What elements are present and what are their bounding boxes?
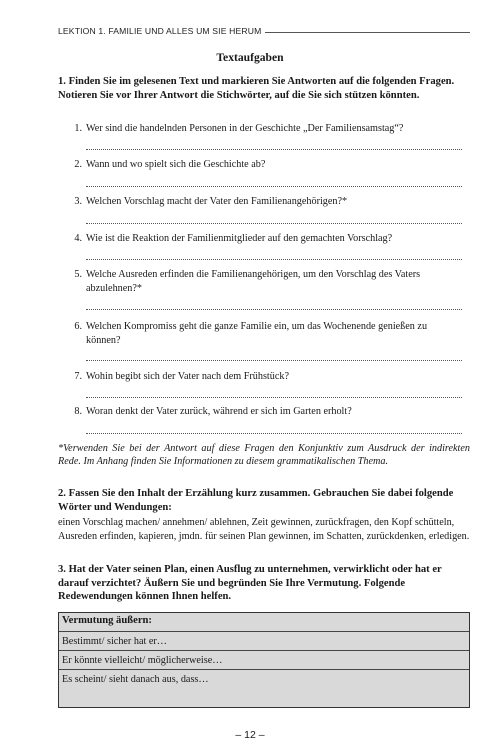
question-number: 4.	[74, 233, 82, 244]
question-number: 8.	[74, 406, 82, 417]
footnote: *Verwenden Sie bei der Antwort auf diese Fragen den Konjunktiv zum Ausdruck der indirekten Rede. Im Anhang finden Sie Informationen zu diesem grammatikalischen Thema.	[58, 443, 470, 467]
answer-line[interactable]	[86, 397, 462, 398]
question-text: Wer sind die handelnden Personen in der Geschichte „Der Familiensamstag“?	[86, 123, 404, 134]
answer-line[interactable]	[86, 433, 462, 434]
question-number: 1.	[74, 123, 82, 134]
question-text: Wie ist die Reaktion der Familienmitglieder auf den gemachten Vorschlag?	[86, 233, 393, 244]
answer-line[interactable]	[86, 309, 462, 310]
task-2-instruction: 2. Fassen Sie den Inhalt der Erzählung kurz zusammen. Gebrauchen Sie dabei folgende Wörter und Wendungen:	[58, 488, 454, 513]
page-number: – 12 –	[235, 729, 265, 741]
question-number: 7.	[74, 371, 82, 382]
task-2-word-list: einen Vorschlag machen/ annehmen/ ablehnen, Zeit gewinnen, zurückfragen, den Kopf schütteln, Ausreden erfinden, kapieren, jmdn. für seinen Plan gewinnen, im Schatten, zurückdenken, erledigen.	[58, 517, 470, 542]
phrase-row: Er könnte vielleicht/ möglicherweise…	[59, 650, 469, 670]
phrase-row: Es scheint/ sieht danach aus, dass…	[59, 669, 469, 689]
question-number: 5.	[74, 269, 82, 280]
question-text: Welche Ausreden erfinden die Familienangehörigen, um den Vorschlag des Vaters abzulehnen?*	[86, 269, 421, 294]
section-title: Textaufgaben	[216, 51, 284, 64]
question-text: Woran denkt der Vater zurück, während er sich im Garten erholt?	[86, 406, 352, 417]
task-3-instruction: 3. Hat der Vater seinen Plan, einen Ausflug zu unternehmen, verwirklicht oder hat er darauf verzichtet? Äußern Sie und begründen Sie Ihre Vermutung. Folgende Redewendungen können Ihnen helfen.	[58, 564, 442, 602]
header-rule	[265, 32, 470, 33]
question-text: Wann und wo spielt sich die Geschichte ab?	[86, 159, 266, 170]
phrase-box-title: Vermutung äußern:	[62, 615, 152, 626]
question-number: 6.	[74, 321, 82, 332]
answer-line[interactable]	[86, 149, 462, 150]
question-text: Wohin begibt sich der Vater nach dem Frühstück?	[86, 371, 289, 382]
question-text: Welchen Kompromiss geht die ganze Familie ein, um das Wochenende genießen zu können?	[86, 321, 428, 346]
question-number: 3.	[74, 196, 82, 207]
answer-line[interactable]	[86, 259, 462, 260]
task-1-instruction: 1. Finden Sie im gelesenen Text und markieren Sie Antworten auf die folgenden Fragen. Notieren Sie vor Ihrer Antwort die Stichwörter, auf die Sie sich stützen könnten.	[58, 76, 455, 101]
lesson-header: LEKTION 1. FAMILIE UND ALLES UM SIE HERUM	[58, 26, 262, 36]
answer-line[interactable]	[86, 223, 462, 224]
answer-line[interactable]	[86, 360, 462, 361]
phrase-row: Bestimmt/ sicher hat er…	[59, 631, 469, 651]
phrase-box	[58, 612, 470, 708]
answer-line[interactable]	[86, 186, 462, 187]
question-text: Welchen Vorschlag macht der Vater den Familienangehörigen?*	[86, 196, 348, 207]
question-number: 2.	[74, 159, 82, 170]
running-header	[58, 24, 470, 38]
